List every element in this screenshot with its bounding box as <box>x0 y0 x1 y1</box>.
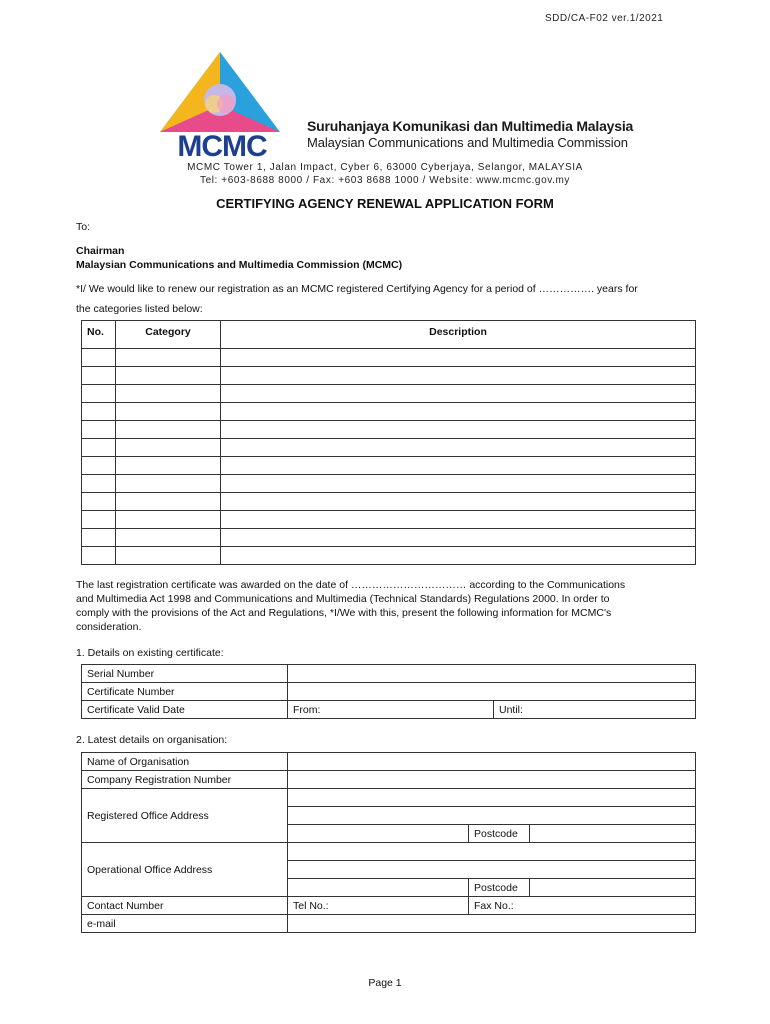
table-row <box>82 439 696 457</box>
cell-description[interactable] <box>221 403 696 421</box>
statement-line-2: and Multimedia Act 1998 and Communications and Multimedia (Technical Standards) Regulations 2000. In order to <box>76 593 610 605</box>
org-contact: Tel: +603-8688 8000 / Fax: +603 8688 1000 / Website: www.mcmc.gov.my <box>199 175 571 186</box>
cell-category[interactable] <box>116 367 221 385</box>
label-registered-address: Registered Office Address <box>82 789 288 843</box>
org-name-field[interactable] <box>288 753 696 771</box>
company-reg-field[interactable] <box>288 771 696 789</box>
cell-description[interactable] <box>221 439 696 457</box>
label-registered-postcode: Postcode <box>469 825 530 843</box>
cell-no[interactable] <box>82 457 116 475</box>
cell-no[interactable] <box>82 421 116 439</box>
statement-paragraph <box>76 578 696 634</box>
operational-address-line-1[interactable] <box>288 843 696 861</box>
email-field[interactable] <box>288 915 696 933</box>
cell-no[interactable] <box>82 493 116 511</box>
label-serial-number: Serial Number <box>82 665 288 683</box>
cell-category[interactable] <box>116 439 221 457</box>
table-row <box>82 403 696 421</box>
cell-description[interactable] <box>221 367 696 385</box>
category-table <box>81 320 696 565</box>
valid-until-field[interactable] <box>494 701 696 719</box>
cell-no[interactable] <box>82 403 116 421</box>
label-contact-number: Contact Number <box>82 897 288 915</box>
statement-line-4: consideration. <box>76 621 142 633</box>
cell-no[interactable] <box>82 475 116 493</box>
section1-title: 1. Details on existing certificate: <box>76 647 224 659</box>
existing-certificate-table <box>81 664 696 719</box>
table-row <box>82 349 696 367</box>
organisation-table <box>81 752 696 933</box>
table-row <box>82 511 696 529</box>
section2-title: 2. Latest details on organisation: <box>76 734 228 746</box>
cell-description[interactable] <box>221 511 696 529</box>
page-number: Page 1 <box>368 977 402 989</box>
col-header-no: No. <box>82 321 116 349</box>
table-row <box>82 457 696 475</box>
mcmc-logo <box>150 50 300 160</box>
col-header-category: Category <box>116 321 221 349</box>
table-row <box>82 385 696 403</box>
org-address: MCMC Tower 1, Jalan Impact, Cyber 6, 63000 Cyberjaya, Selangor, MALAYSIA <box>187 162 583 173</box>
cell-category[interactable] <box>116 421 221 439</box>
cell-no[interactable] <box>82 367 116 385</box>
cell-description[interactable] <box>221 349 696 367</box>
table-row <box>82 421 696 439</box>
tel-field[interactable] <box>288 897 469 915</box>
org-name-english: Malaysian Communications and Multimedia Commission <box>307 135 628 150</box>
registered-address-line-2[interactable] <box>288 807 696 825</box>
to-label: To: <box>76 221 91 233</box>
table-row <box>82 475 696 493</box>
cell-description[interactable] <box>221 547 696 565</box>
cell-no[interactable] <box>82 529 116 547</box>
cell-category[interactable] <box>116 493 221 511</box>
recipient-org: Malaysian Communications and Multimedia Commission (MCMC) <box>76 259 403 271</box>
certificate-number-field[interactable] <box>288 683 696 701</box>
cell-description[interactable] <box>221 457 696 475</box>
form-reference: SDD/CA-F02 ver.1/2021 <box>545 13 664 24</box>
label-certificate-number: Certificate Number <box>82 683 288 701</box>
fax-field[interactable] <box>469 897 696 915</box>
label-operational-postcode: Postcode <box>469 879 530 897</box>
logo-text: MCMC <box>177 130 267 160</box>
cell-category[interactable] <box>116 529 221 547</box>
label-tel: Tel No.: <box>293 899 329 912</box>
col-header-description: Description <box>221 321 696 349</box>
cell-no[interactable] <box>82 547 116 565</box>
registered-address-line-1[interactable] <box>288 789 696 807</box>
cell-description[interactable] <box>221 475 696 493</box>
label-until: Until: <box>499 703 523 716</box>
cell-no[interactable] <box>82 349 116 367</box>
registered-postcode-field[interactable] <box>530 825 696 843</box>
label-fax: Fax No.: <box>474 899 514 912</box>
statement-line-3: comply with the provisions of the Act and Regulations, *I/We with this, present the following information for MCMC's <box>76 607 612 619</box>
label-valid-date: Certificate Valid Date <box>82 701 288 719</box>
cell-category[interactable] <box>116 403 221 421</box>
cell-description[interactable] <box>221 421 696 439</box>
cell-category[interactable] <box>116 385 221 403</box>
cell-description[interactable] <box>221 493 696 511</box>
serial-number-field[interactable] <box>288 665 696 683</box>
table-row <box>82 547 696 565</box>
recipient-title: Chairman <box>76 245 125 257</box>
cell-category[interactable] <box>116 457 221 475</box>
cell-no[interactable] <box>82 439 116 457</box>
cell-category[interactable] <box>116 547 221 565</box>
cell-category[interactable] <box>116 475 221 493</box>
operational-postcode-field[interactable] <box>530 879 696 897</box>
cell-no[interactable] <box>82 511 116 529</box>
intro-line-2: the categories listed below: <box>76 303 203 315</box>
cell-category[interactable] <box>116 349 221 367</box>
cell-description[interactable] <box>221 529 696 547</box>
label-org-name: Name of Organisation <box>82 753 288 771</box>
table-row <box>82 529 696 547</box>
registered-address-line-3[interactable] <box>288 825 469 843</box>
table-row <box>82 367 696 385</box>
intro-line-1: *I/ We would like to renew our registration as an MCMC registered Certifying Agency for a period of ……………. years for <box>76 283 638 295</box>
valid-from-field[interactable] <box>288 701 494 719</box>
label-company-reg: Company Registration Number <box>82 771 288 789</box>
form-title: CERTIFYING AGENCY RENEWAL APPLICATION FORM <box>216 196 554 211</box>
operational-address-line-2[interactable] <box>288 861 696 879</box>
label-operational-address: Operational Office Address <box>82 843 288 897</box>
cell-no[interactable] <box>82 385 116 403</box>
table-row <box>82 493 696 511</box>
org-name-malay: Suruhanjaya Komunikasi dan Multimedia Malaysia <box>307 118 634 134</box>
operational-address-line-3[interactable] <box>288 879 469 897</box>
label-email: e-mail <box>82 915 288 933</box>
cell-category[interactable] <box>116 511 221 529</box>
label-from: From: <box>293 703 321 716</box>
cell-description[interactable] <box>221 385 696 403</box>
statement-line-1: The last registration certificate was awarded on the date of …………………………… according to the Communications <box>76 579 626 591</box>
